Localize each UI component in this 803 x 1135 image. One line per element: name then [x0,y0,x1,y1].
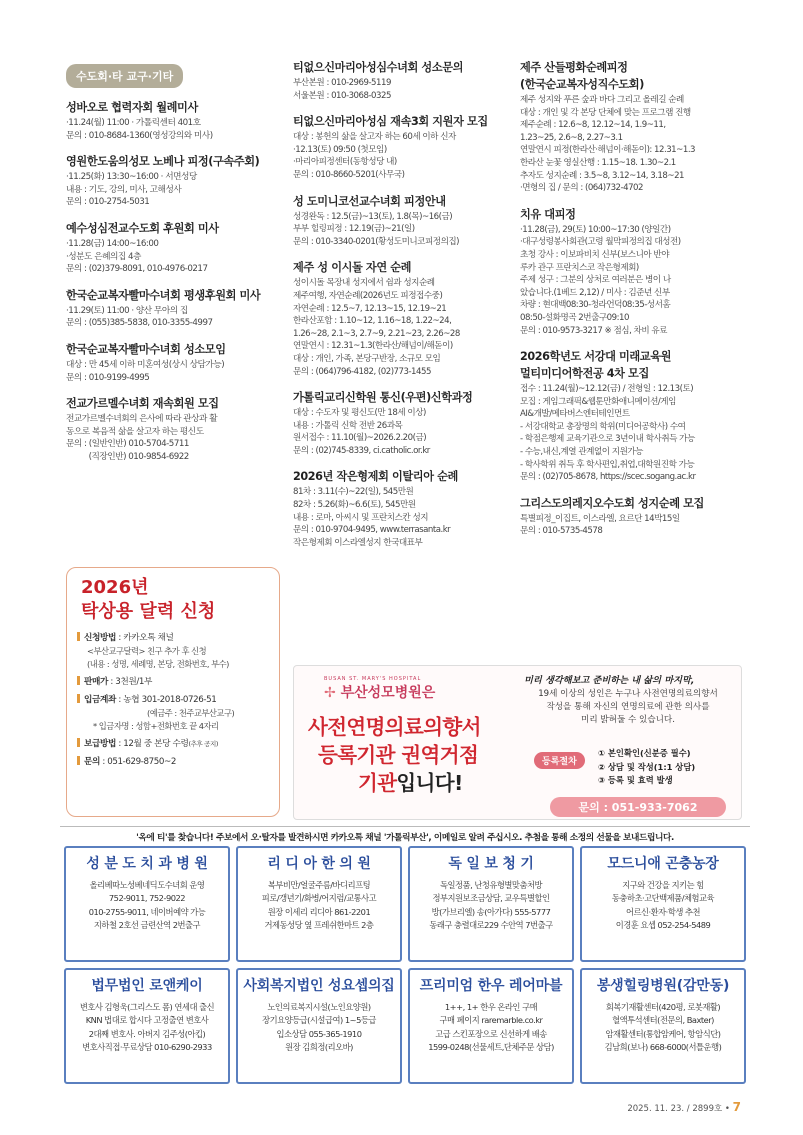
notice-title: 제주 산들평화순례피정 [520,61,628,74]
notice-title: 한국순교복자빨마수녀회 성소모임 [66,342,226,356]
business-info-line: 구매 페이지 raremarble.co.kr [439,1015,543,1026]
business-info-line: 장기요양등급(시설급여) 1~5등급 [262,1015,376,1026]
business-info-line: 1++, 1+ 한우 온라인 구매 [444,1002,538,1012]
column-middle [293,60,509,561]
business-info-line: 입소상담 055-365-1910 [276,1028,362,1039]
step-3: ③ 등록 및 효력 발생 [598,775,673,785]
bullet-bar-icon [77,738,80,747]
business-info-line: 정부지원보조금상담, 교우특별할인 [432,893,550,904]
bullet-bar-icon [77,632,80,641]
notice-title: 성 도미니코선교수녀회 피정안내 [293,194,446,208]
notice-body: ·11.25(화) 13:30~16:00 · 서면성당 내용 : 기도, 강의, 미사, 고해성사 문의 : 010-2754-5031 [66,172,197,208]
ad-right-title: 미리 생각해보고 준비하는 내 삶의 마지막, [524,675,695,686]
business-info-line: 거제동성당 옆 프레쉬한마트 2층 [264,919,374,930]
business-info-line: 010-2755-9011, 네이버예약 가능 [88,906,206,917]
ad-phone: 문의 : 051-933-7062 [550,797,726,817]
ad-headline-1: 사전연명의료의향서 [308,715,481,739]
page-number: 7 [732,1100,741,1114]
business-name: 봉생힐링병원(감만동) [596,978,730,994]
notice-item [520,207,742,337]
ad-headline-3: 기관입니다! [358,771,463,795]
business-info-line: 고급 스킨포장으로 신선하게 배송 [435,1028,547,1039]
notice-body: ·11.28(금), 29(토) 10:00~17:30 (양일간) ·대구성령봉사회관(고령 월막피정의집 대성전) 초청 강사 : 이보파비치 신부(보스니아 반야 루카 관구 프란치스코 작은형제회) 주제 성구 : 그분의 상처로 여러분은 병이 나 았습니다.(1베드 2,12) / 미사 : 김준년 신부 차량 : 현대백08:30-청라언덕08:35-성서홈 08:50-설화명곡 2번출구09:10 문의 : 010-9573-3217 ※ 점심, 차비 유료 [520,224,681,336]
calendar-title-year: 2026년 [81,577,149,598]
notice-title: 2026년 작은형제회 이탈리아 순례 [293,470,458,484]
business-info-line: 복부비만/얼굴주름/바디리프팅 [267,880,371,890]
notice-item [66,221,281,276]
business-ad [408,846,574,962]
notice-item [293,60,509,102]
business-name: 사회복지법인 성요셉의집 [243,978,395,994]
business-info-line: 독일정품, 난청유형별맞춤처방 [440,880,542,890]
notice-title: 한국순교복자빨마수녀회 평생후원회 미사 [66,288,261,302]
business-info-line: 암재활센터(통합암케어, 항암식단) [605,1028,721,1039]
notice-body: 접수 : 11.24(월)~12.12(금) / 전형일 : 12.13(토) 모집 : 게임그래픽&웹툰만화애니메이션/게임 AI&개발/메타버스엔터테인먼트 - 서강대학교 총장명의 학위(미디어공학사) 수여 - 학점은행제 교육기관으로 3년이내 학사취득 가능 - 수능,내신,계열 관계없이 지원가능 - 학사학위 취득 후 학사편입,취업,대학원진학 가능 문의 : (02)705-8678, https://scec.sogang.ac.kr [520,384,696,483]
notice-title: 영원한도움의성모 노베나 피정(구속주회) [66,155,260,169]
business-info-line: 혈액투석센터(전문의, Baxter) [612,1015,714,1026]
page-footer: 2025. 11. 23. / 2899호 • 7 [627,1100,741,1114]
notice-item [520,349,742,484]
business-name: 리 디 아 한 의 원 [267,856,371,872]
notice-body: 대상 : 수도자 및 평신도(만 18세 이상) 내용 : 가톨릭 신학 전반 26과목 원서접수 : 11.10(월)~2026.2.20(금) 문의 : (02)745-8339, ci.catholic.or.kr [293,408,430,456]
notice-item [520,60,742,195]
business-info-line: 원장 김희정(리오바) [285,1041,353,1052]
business-info-line: 지구와 건강을 지키는 힘 [622,880,704,890]
business-ad [236,846,402,962]
business-info-line: 변호사직접·무료상담 010-6290-2933 [82,1041,212,1052]
registration-steps [598,747,695,788]
notice-title: 제주 성 이시돌 자연 순례 [293,261,412,275]
notice-title: 전교가르멜수녀회 재속회원 모집 [66,397,219,411]
calendar-supply: 보급방법 : 12월 중 본당 수령(추후 공지) [77,738,269,751]
middle-items [293,60,509,549]
business-ad [64,968,230,1084]
business-info-line: 752-9011, 752-9022 [108,893,186,904]
business-name: 프리미엄 한우 레어마블 [419,978,563,994]
calendar-method-sub2: (내용 : 성명, 세례명, 본당, 전화번호, 부수) [87,659,229,669]
notice-item [293,390,509,457]
business-info-line: 이경훈 요셉 052-254-5489 [615,919,711,930]
business-info-line: 방(가브리엘) 송(아가다) 555-5777 [431,906,551,917]
notice-title: 예수성심전교수도회 후원회 미사 [66,221,219,235]
calendar-title: 탁상용 달력 신청 [81,601,216,622]
business-info-line: 동래구 충렬대로229 수안역 7번출구 [429,919,553,930]
notice-body: 성이시돌 목장내 성지에서 쉼과 성지순례 제주여행, 자연순례(2026년도 피정접수중) 자연순례 : 12.5~7, 12.13~15, 12.19~21 한라산포함 : 1.10~12, 1.16~18, 1.22~24, 1.26~28, 2.1~3, 2.7~9, 2.21~23, 2.26~28 연말연시 : 12.31~1.3(한라산/해넘이/해돋이) 대상 : 개인, 가족, 본당구반장, 소규모 모임 문의 : (064)796-4182, (02)773-1455 [293,278,460,377]
notice-body: 대상 : 만 45세 이하 미혼여성(상시 상담가능) 문의 : 010-9199-4995 [66,359,225,383]
business-info-line: KNN 법대로 합시다 고정출연 변호사 [85,1015,209,1026]
notice-title: 티없으신마리아성심수녀회 성소문의 [293,61,464,74]
business-info-line: 회복기재활센터(420평, 로봇재활) [605,1002,721,1012]
notice-title: 2026학년도 서강대 미래교육원 [520,350,672,364]
ad-description: 19세 이상의 성인은 누구나 사전연명의료의향서 작성을 통해 자신의 연명의료에 관한 의사를 미리 밝혀둘 수 있습니다. [538,689,718,725]
notice-title: 가톨릭교리신학원 통신(우편)신학과정 [293,391,473,405]
hospital-advertisement [293,665,742,820]
notice-subtitle: (한국순교복자성직수도회) [520,78,644,91]
business-info-line: 변호사 김형욱(그리스도 폼) 연세대 출신 [79,1002,215,1012]
notice-item [66,342,281,384]
notice-body: ·11.28(금) 14:00~16:00 ·성분도 은혜의집 4층 문의 : (02)379-8091, 010-4976-0217 [66,238,208,275]
section-tag: 수도회·타 교구·기타 [66,64,183,88]
notice-item [293,194,509,249]
business-info-line: 올리베따노성베네딕도수녀회 운영 [89,880,205,890]
column-left [66,60,281,476]
typo-notice: '옥에 티'를 찾습니다! 주보에서 오·탈자를 발견하시면 카카오톡 채널 '가톨릭부산', 이메일로 알려 주십시오. 추첨을 통해 소정의 선물을 보내드립니다. [60,826,750,843]
notice-body: 부산본원 : 010-2969-5119 서울본원 : 010-3068-0325 [293,78,391,101]
calendar-account-holder: (예금주 : 천주교부산교구) [147,708,235,718]
notice-title: 치유 대피정 [520,207,576,221]
notice-body: 특별피정_이집트, 이스라엘, 요르단 14박15일 문의 : 010-5735-4578 [520,513,680,537]
calendar-method: 신청방법 : 카카오톡 채널 [77,632,269,645]
business-info-line: 피로/갱년기/화병/어지럼/교통사고 [261,893,377,904]
business-ad [64,846,230,962]
bullet-bar-icon [77,694,80,703]
business-info-line: 원장 이세리 리디아 861-2201 [267,906,371,917]
notice-item [520,496,742,538]
notice-body: ·11.29(토) 11:00 · 양산 무아의 집 문의 : (055)385-5838, 010-3355-4997 [66,305,213,329]
registration-steps-badge: 등록절차 [534,752,585,769]
notice-title: 성바오로 협력자회 월례미사 [66,101,198,114]
step-2: ② 상담 및 작성(1:1 상담) [598,761,696,772]
notice-body: 81차 : 3.11(수)~22(일), 545만원 82차 : 5.26(화)~6.6(토), 545만원 내용 : 로마, 아씨시 및 프란치스칸 성지 문의 : 010-9704-9495, www.terrasanta.kr 작은형제회 이스라엘성지 한국대표부 [293,487,451,548]
business-ad [580,846,746,962]
business-info-line: 동충하초·고단백제품/체험교육 [611,893,715,904]
bullet-bar-icon [77,756,80,765]
calendar-account-note: * 입금자명 : 성함+전화번호 끝 4자리 [93,721,219,731]
notice-subtitle: 멀티미디어학전공 4차 모집 [520,367,649,381]
business-name: 독 일 보 청 기 [448,856,534,872]
business-info-line: 2대째 변호사. 아버지 김주성(아킵) [88,1028,206,1039]
calendar-method-sub1: <부산교구달력> 친구 추가 후 신청 [87,646,207,656]
business-info-line: 1599-0248(선물세트,단체주문 상담) [428,1041,554,1052]
notice-item [66,396,281,463]
business-ad [580,968,746,1084]
business-info-line: 노인의료복지시설(노인요양원) [267,1002,371,1012]
business-info-line: 어르신·환자·학생 추천 [625,906,701,917]
business-info-line: 김남희(보나) 668-6000(서틀운행) [604,1041,722,1052]
business-ad [236,968,402,1084]
notice-title: 그리스도의레지오수도회 성지순례 모집 [520,496,704,510]
notice-title: 티없으신마리아성심 재속3회 지원자 모집 [293,115,488,129]
bullet-bar-icon [77,676,80,685]
column-right [520,60,742,550]
notice-item [66,100,281,142]
hospital-logo: BUSAN ST. MARY'S HOSPITAL ✢ 부산성모병원은 [324,676,436,701]
notice-body: ·11.24(월) 11:00 · 가톨릭센터 401호 문의 : 010-8684-1360(영성강의와 미사) [66,118,213,141]
calendar-account: 입금계좌 : 농협 301-2018-0726-51 [77,694,269,707]
business-ad [408,968,574,1084]
notice-item [293,114,509,181]
notice-item [66,154,281,209]
business-name: 모드니애 곤충농장 [607,856,719,872]
notice-item [66,288,281,330]
business-ads-grid [64,846,746,1084]
calendar-inquiry: 문의 : 051-629-8750~2 [77,756,269,769]
right-items [520,60,742,538]
business-name: 법무법인 로앤케이 [91,978,203,994]
notice-body: 대상 : 봉헌의 삶을 살고자 하는 60세 이하 신자 ·12.13(토) 09:50 (첫모임) ·마리아피정센터(동항성당 내) 문의 : 010-8660-5201(사무국) [293,132,456,180]
notice-body: 전교가르멜수녀회의 은사에 따라 관상과 활 동으로 복음적 삶을 살고자 하는 평신도 문의 : (일반인반) 010-5704-5711 (직장인반) 010-9854-6922 [66,414,218,462]
notice-body: 제주 성지와 푸른 숲과 바다 그리고 올레길 순례 대상 : 개인 및 각 본당 단체에 맞는 프로그램 진행 제주순례 : 12.6~8, 12.12~14, 1.9~11, 1.23~25, 2.6~8, 2.27~3.1 연말연시 피정(한라산·해넘이·해돋이): 12.31~1.3 한라산 눈꽃 영실산행 : 1.15~18. 1.30~2.1 추자도 성지순례 : 3.5~8, 3.12~14, 3.18~21 ·면형의 집 / 문의 : (064)732-4702 [520,95,696,194]
notice-item [293,469,509,549]
ad-headline-2: 등록기관 권역거점 [318,743,479,767]
step-1: ① 본인확인(신분증 필수) [598,748,691,758]
notice-body: 성경완독 : 12.5(금)~13(토), 1.8(목)~16(금) 부부 힐링피정 : 12.19(금)~21(일) 문의 : 010-3340-0201(황성도미니코피정의집) [293,211,460,247]
notice-item [293,260,509,378]
business-name: 성 분 도 치 과 병 원 [86,856,208,872]
calendar-order-box [66,567,280,817]
left-items [66,100,281,464]
calendar-price: 판매가 : 3천원/1부 [77,676,269,689]
business-info-line: 지하철 2호선 금련산역 2번출구 [93,919,201,930]
